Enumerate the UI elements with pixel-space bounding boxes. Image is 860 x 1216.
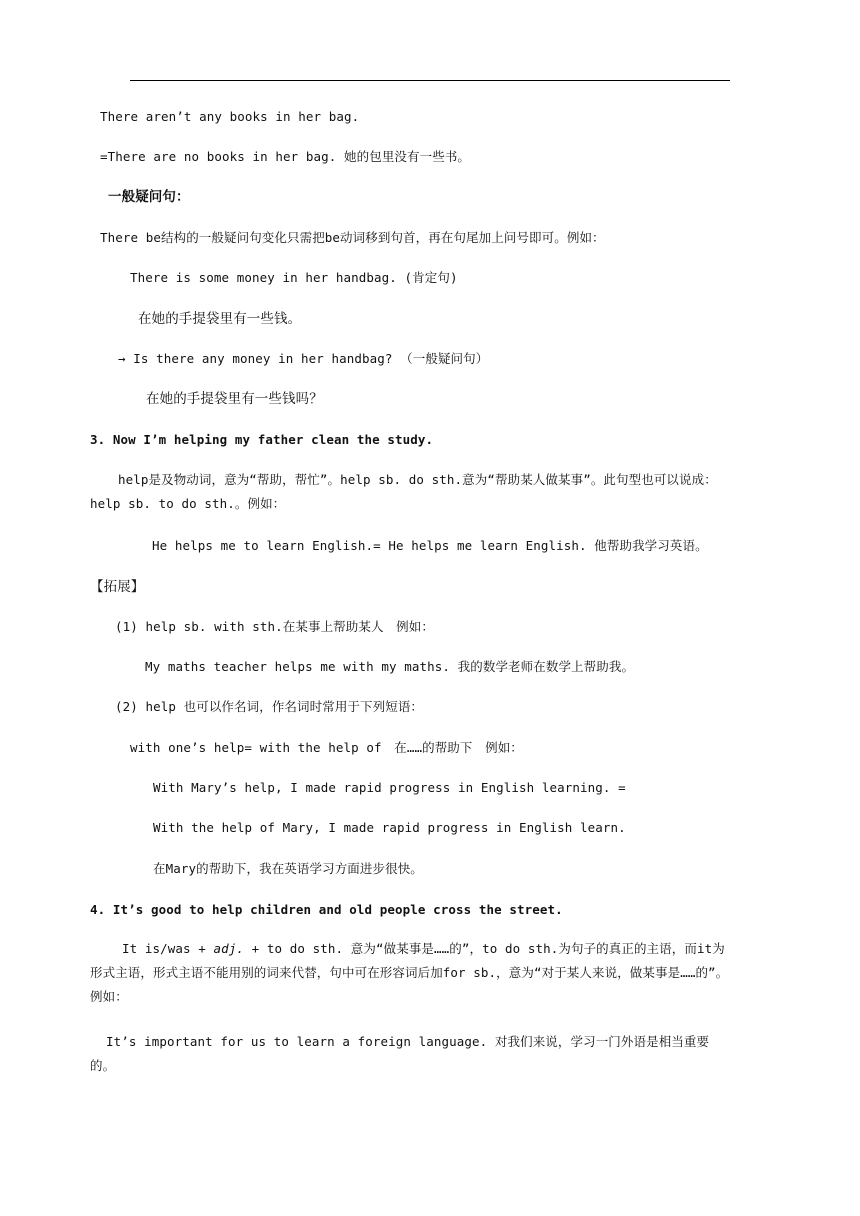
extension-item-1-example: My maths teacher helps me with my maths. 我的数学老师在数学上帮助我。	[145, 659, 635, 674]
rule-text: There be结构的一般疑问句变化只需把be动词移到句首，再在句尾加上问号即可。例如：	[100, 230, 605, 245]
example-affirmative-translation: 在她的手提袋里有一些钱。	[138, 311, 302, 327]
point-4-explanation: It is/was + adj. + to do sth. 意为“做某事是……的”，to do sth.为句子的真正的主语，而it为形式主语，形式主语不能用别的词来代替，句中可在形容词后加for sb.，意为“对于某人来说，做某事是……的”。例如：	[90, 941, 729, 1004]
header-rule	[130, 80, 730, 81]
point-3-explanation: help是及物动词，意为“帮助，帮忙”。help sb. do sth.意为“帮助某人做某事”。此句型也可以说成：help sb. to do sth.。例如：	[90, 472, 717, 511]
example-question: → Is there any money in her handbag? （一般疑问句）	[118, 351, 489, 366]
extension-heading: 【拓展】	[90, 579, 145, 595]
extension-item-1: (1) help sb. with sth.在某事上帮助某人 例如：	[115, 619, 434, 634]
point-4-example: It’s important for us to learn a foreign language. 对我们来说，学习一门外语是相当重要的。	[90, 1034, 710, 1073]
example-question-translation: 在她的手提袋里有一些钱吗？	[146, 391, 323, 407]
extension-example-1: With Mary’s help, I made rapid progress in English learning. =	[153, 780, 626, 795]
extension-example-2: With the help of Mary, I made rapid progress in English learn.	[153, 820, 626, 835]
point-3-example: He helps me to learn English.= He helps me learn English. 他帮助我学习英语。	[152, 538, 708, 553]
example-sentence-2: =There are no books in her bag. 她的包里没有一些书。	[100, 149, 471, 164]
example-affirmative: There is some money in her handbag. (肯定句)	[130, 270, 458, 285]
extension-example-translation: 在Mary的帮助下，我在英语学习方面进步很快。	[153, 861, 423, 876]
point-3-heading: 3. Now I’m helping my father clean the study.	[90, 432, 434, 447]
section-heading-question: 一般疑问句：	[108, 189, 190, 205]
example-sentence-1: There aren’t any books in her bag.	[100, 109, 360, 124]
point-4-heading: 4. It’s good to help children and old people cross the street.	[90, 902, 563, 917]
extension-phrase: with one’s help= with the help of 在……的帮助下 例如：	[130, 740, 523, 755]
extension-item-2: (2) help 也可以作名词，作名词时常用于下列短语：	[115, 699, 424, 714]
